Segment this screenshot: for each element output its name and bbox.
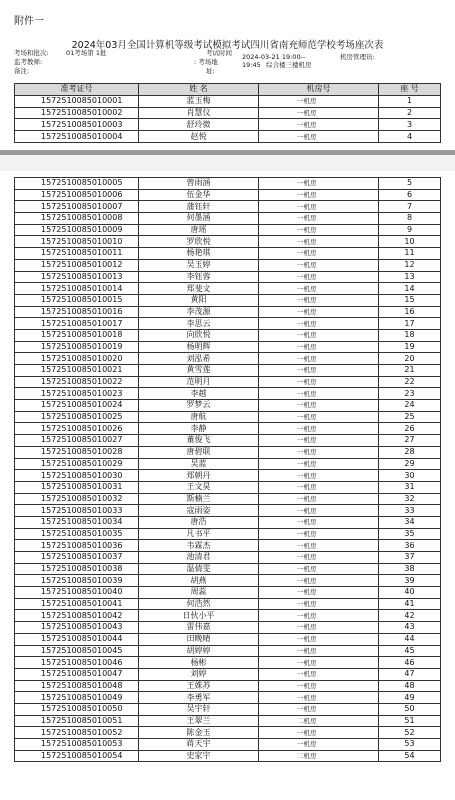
seat-cell: 33 <box>379 505 441 517</box>
student-name-cell: 胡燕 <box>139 575 259 587</box>
table-row <box>15 353 441 365</box>
exam-id-cell: 1572510085010047 <box>15 668 139 680</box>
student-name-cell: 温倩雯 <box>139 563 259 575</box>
student-name-cell: 寇雨姿 <box>139 505 259 517</box>
room-cell: 一机房 <box>259 622 379 634</box>
table-row <box>15 435 441 447</box>
exam-id-cell: 1572510085010005 <box>15 178 139 190</box>
student-name-cell: 蓝玉梅 <box>139 95 259 107</box>
exam-id-cell: 1572510085010032 <box>15 493 139 505</box>
table-row <box>15 318 441 330</box>
seat-cell: 17 <box>379 318 441 330</box>
seat-cell: 28 <box>379 446 441 458</box>
table-row <box>15 283 441 295</box>
table-row <box>15 248 441 260</box>
seat-cell: 29 <box>379 458 441 470</box>
room-cell: 一机房 <box>259 271 379 283</box>
student-name-cell: 李茂源 <box>139 306 259 318</box>
location-label-2: 址: <box>206 67 215 75</box>
room-cell: 一机房 <box>259 400 379 412</box>
seat-cell: 45 <box>379 645 441 657</box>
room-cell: 一机房 <box>259 446 379 458</box>
invigilator-label: 监考教师: <box>14 58 43 66</box>
seat-cell: 6 <box>379 189 441 201</box>
student-name-cell: 唐瑶 <box>139 224 259 236</box>
seat-cell: 27 <box>379 435 441 447</box>
room-cell: 一机房 <box>259 318 379 330</box>
room-cell: 一机房 <box>259 598 379 610</box>
batch-label: 考场和批次: <box>14 49 49 57</box>
exam-id-cell: 1572510085010020 <box>15 353 139 365</box>
student-name-cell: 杨艳琪 <box>139 248 259 260</box>
exam-id-cell: 1572510085010002 <box>15 107 139 119</box>
seat-cell: 15 <box>379 294 441 306</box>
room-cell: 一机房 <box>259 739 379 751</box>
exam-id-cell: 1572510085010004 <box>15 131 139 143</box>
table-row <box>15 107 441 119</box>
table-row <box>15 481 441 493</box>
exam-id-cell: 1572510085010017 <box>15 318 139 330</box>
seat-cell: 46 <box>379 657 441 669</box>
student-name-cell: 杨彬 <box>139 657 259 669</box>
time-end: 19:45 <box>242 61 261 69</box>
student-name-cell: 刘泓希 <box>139 353 259 365</box>
exam-id-cell: 1572510085010043 <box>15 622 139 634</box>
room-cell: 一机房 <box>259 575 379 587</box>
student-name-cell: 王文昊 <box>139 481 259 493</box>
table-row <box>15 692 441 704</box>
table-row <box>15 224 441 236</box>
document-title: 2024年03月全国计算机等级考试模拟考试四川省南充师范学校考场座次表 <box>71 40 384 51</box>
student-name-cell: 池清君 <box>139 552 259 564</box>
table-row <box>15 178 441 190</box>
room-cell: 一机房 <box>259 283 379 295</box>
seat-cell: 13 <box>379 271 441 283</box>
student-name-cell: 凡书平 <box>139 528 259 540</box>
time-value: 2024-03-21 19:00-- <box>242 53 306 61</box>
room-cell: 一机房 <box>259 703 379 715</box>
table-row <box>15 213 441 225</box>
table-row <box>15 365 441 377</box>
student-name-cell: 郑斐文 <box>139 283 259 295</box>
room-cell: 一机房 <box>259 493 379 505</box>
table-row <box>15 633 441 645</box>
seat-cell: 53 <box>379 739 441 751</box>
seat-cell: 50 <box>379 703 441 715</box>
seat-cell: 22 <box>379 376 441 388</box>
student-name-cell: 杨明辉 <box>139 341 259 353</box>
seat-cell: 30 <box>379 470 441 482</box>
exam-id-cell: 1572510085010011 <box>15 248 139 260</box>
seat-cell: 7 <box>379 201 441 213</box>
table-row <box>15 119 441 131</box>
exam-id-cell: 1572510085010039 <box>15 575 139 587</box>
room-cell: 一机房 <box>259 657 379 669</box>
exam-id-cell: 1572510085010025 <box>15 411 139 423</box>
exam-id-cell: 1572510085010029 <box>15 458 139 470</box>
room-cell: 一机房 <box>259 178 379 190</box>
room-cell: 一机房 <box>259 224 379 236</box>
seat-cell: 42 <box>379 610 441 622</box>
seat-cell: 20 <box>379 353 441 365</box>
header-room: 机房号 <box>259 84 379 96</box>
exam-id-cell: 1572510085010037 <box>15 552 139 564</box>
student-name-cell: 唐航 <box>139 411 259 423</box>
exam-id-cell: 1572510085010022 <box>15 376 139 388</box>
room-cell: 一机房 <box>259 248 379 260</box>
student-name-cell: 何浩然 <box>139 598 259 610</box>
table-row <box>15 505 441 517</box>
room-cell: 一机房 <box>259 528 379 540</box>
student-name-cell: 李越 <box>139 388 259 400</box>
room-cell: 一机房 <box>259 633 379 645</box>
table-row <box>15 341 441 353</box>
seat-table-top <box>14 83 441 143</box>
room-cell: 一机房 <box>259 201 379 213</box>
exam-id-cell: 1572510085010007 <box>15 201 139 213</box>
table-row <box>15 540 441 552</box>
table-row <box>15 610 441 622</box>
seat-cell: 25 <box>379 411 441 423</box>
seat-cell: 24 <box>379 400 441 412</box>
room-cell: 一机房 <box>259 294 379 306</box>
room-cell: 一机房 <box>259 388 379 400</box>
room-cell: 一机房 <box>259 353 379 365</box>
location-value: 综合楼三楼机房 <box>266 61 312 69</box>
seat-cell: 40 <box>379 587 441 599</box>
seat-cell: 39 <box>379 575 441 587</box>
student-name-cell: 史家宇 <box>139 750 259 762</box>
exam-id-cell: 1572510085010053 <box>15 739 139 751</box>
table-row <box>15 131 441 143</box>
student-name-cell: 罗梦云 <box>139 400 259 412</box>
table-row <box>15 95 441 107</box>
student-name-cell: 郑朝丹 <box>139 470 259 482</box>
exam-id-cell: 1572510085010015 <box>15 294 139 306</box>
student-name-cell: 范明月 <box>139 376 259 388</box>
table-row <box>15 423 441 435</box>
header-exam-id: 准考证号 <box>15 84 139 96</box>
table-row <box>15 236 441 248</box>
exam-id-cell: 1572510085010008 <box>15 213 139 225</box>
exam-id-cell: 1572510085010040 <box>15 587 139 599</box>
student-name-cell: 雷伟嘉 <box>139 622 259 634</box>
seat-cell: 23 <box>379 388 441 400</box>
student-name-cell: 吴蓝 <box>139 458 259 470</box>
seat-cell: 2 <box>379 107 441 119</box>
header-name: 姓 名 <box>139 84 259 96</box>
seat-cell: 19 <box>379 341 441 353</box>
room-cell: 一机房 <box>259 435 379 447</box>
student-name-cell: 王姝苏 <box>139 680 259 692</box>
room-cell: 一机房 <box>259 540 379 552</box>
room-cell: 一机房 <box>259 680 379 692</box>
seat-cell: 10 <box>379 236 441 248</box>
table-row <box>15 598 441 610</box>
room-cell: 一机房 <box>259 692 379 704</box>
exam-id-cell: 1572510085010014 <box>15 283 139 295</box>
exam-id-cell: 1572510085010024 <box>15 400 139 412</box>
table-row <box>15 446 441 458</box>
exam-id-cell: 1572510085010031 <box>15 481 139 493</box>
room-cell: 一机房 <box>259 259 379 271</box>
exam-id-cell: 1572510085010045 <box>15 645 139 657</box>
room-cell: 一机房 <box>259 411 379 423</box>
exam-id-cell: 1572510085010006 <box>15 189 139 201</box>
table-row <box>15 657 441 669</box>
table-row <box>15 411 441 423</box>
seat-cell: 54 <box>379 750 441 762</box>
student-name-cell: 胡婷婷 <box>139 645 259 657</box>
table-row <box>15 703 441 715</box>
exam-id-cell: 1572510085010051 <box>15 715 139 727</box>
exam-id-cell: 1572510085010021 <box>15 365 139 377</box>
table-row <box>15 715 441 727</box>
student-name-cell: 刘婷 <box>139 668 259 680</box>
table-row <box>15 680 441 692</box>
table-row <box>15 668 441 680</box>
student-name-cell: 伍金华 <box>139 189 259 201</box>
seat-cell: 52 <box>379 727 441 739</box>
room-cell: 一机房 <box>259 470 379 482</box>
room-cell: 一机房 <box>259 668 379 680</box>
student-name-cell: 蒋天宇 <box>139 739 259 751</box>
room-cell: 一机房 <box>259 727 379 739</box>
exam-id-cell: 1572510085010026 <box>15 423 139 435</box>
attachment-label: 附件一 <box>14 16 44 27</box>
table-row <box>15 493 441 505</box>
seat-cell: 44 <box>379 633 441 645</box>
seat-cell: 8 <box>379 213 441 225</box>
seat-cell: 32 <box>379 493 441 505</box>
student-name-cell: 曾雨涵 <box>139 178 259 190</box>
table-row <box>15 259 441 271</box>
table-row <box>15 587 441 599</box>
seat-cell: 12 <box>379 259 441 271</box>
table-row <box>15 516 441 528</box>
exam-id-cell: 1572510085010034 <box>15 516 139 528</box>
room-cell: 一机房 <box>259 236 379 248</box>
room-cell: 一机房 <box>259 645 379 657</box>
room-cell: 一机房 <box>259 552 379 564</box>
student-name-cell: 肖慧仪 <box>139 107 259 119</box>
exam-id-cell: 1572510085010016 <box>15 306 139 318</box>
room-cell: 一机房 <box>259 481 379 493</box>
student-name-cell: 陈金玉 <box>139 727 259 739</box>
student-name-cell: 李思云 <box>139 318 259 330</box>
exam-id-cell: 1572510085010012 <box>15 259 139 271</box>
student-name-cell: 吴玉婷 <box>139 259 259 271</box>
table-row <box>15 388 441 400</box>
table-row <box>15 189 441 201</box>
room-cell: 一机房 <box>259 587 379 599</box>
table-row <box>15 528 441 540</box>
seat-cell: 43 <box>379 622 441 634</box>
exam-id-cell: 1572510085010035 <box>15 528 139 540</box>
student-name-cell: 何墨涵 <box>139 213 259 225</box>
room-cell: 一机房 <box>259 131 379 143</box>
exam-id-cell: 1572510085010042 <box>15 610 139 622</box>
room-cell: 一机房 <box>259 505 379 517</box>
table-row <box>15 739 441 751</box>
seat-cell: 5 <box>379 178 441 190</box>
exam-id-cell: 1572510085010038 <box>15 563 139 575</box>
exam-id-cell: 1572510085010003 <box>15 119 139 131</box>
exam-id-cell: 1572510085010054 <box>15 750 139 762</box>
seat-cell: 51 <box>379 715 441 727</box>
student-name-cell: 黄阳 <box>139 294 259 306</box>
exam-id-cell: 1572510085010001 <box>15 95 139 107</box>
time-label: 考试时间 <box>206 49 232 57</box>
exam-id-cell: 1572510085010018 <box>15 329 139 341</box>
room-cell: 一机房 <box>259 306 379 318</box>
exam-id-cell: 1572510085010036 <box>15 540 139 552</box>
seat-cell: 47 <box>379 668 441 680</box>
seat-cell: 3 <box>379 119 441 131</box>
table-row <box>15 622 441 634</box>
student-name-cell: 黄雪莲 <box>139 365 259 377</box>
table-row <box>15 458 441 470</box>
student-name-cell: 李勇军 <box>139 692 259 704</box>
student-name-cell: 向欣悦 <box>139 329 259 341</box>
seat-cell: 9 <box>379 224 441 236</box>
table-row <box>15 727 441 739</box>
seat-table-bottom <box>14 177 441 762</box>
room-cell: 一机房 <box>259 107 379 119</box>
table-row <box>15 294 441 306</box>
seat-cell: 26 <box>379 423 441 435</box>
exam-id-cell: 1572510085010048 <box>15 680 139 692</box>
student-name-cell: 赵悦 <box>139 131 259 143</box>
room-cell: 一机房 <box>259 458 379 470</box>
table-row <box>15 645 441 657</box>
seat-cell: 36 <box>379 540 441 552</box>
exam-id-cell: 1572510085010050 <box>15 703 139 715</box>
table-row <box>15 552 441 564</box>
exam-id-cell: 1572510085010046 <box>15 657 139 669</box>
room-cell: 二机房 <box>259 750 379 762</box>
student-name-cell: 田晚晴 <box>139 633 259 645</box>
room-cell: 一机房 <box>259 516 379 528</box>
exam-id-cell: 1572510085010052 <box>15 727 139 739</box>
seat-cell: 35 <box>379 528 441 540</box>
table-header-row <box>15 84 441 96</box>
student-name-cell: 唐碧联 <box>139 446 259 458</box>
exam-id-cell: 1572510085010009 <box>15 224 139 236</box>
table-row <box>15 575 441 587</box>
room-cell: 一机房 <box>259 563 379 575</box>
seat-cell: 49 <box>379 692 441 704</box>
student-name-cell: 舒玲微 <box>139 119 259 131</box>
room-cell: 一机房 <box>259 610 379 622</box>
exam-id-cell: 1572510085010041 <box>15 598 139 610</box>
exam-id-cell: 1572510085010019 <box>15 341 139 353</box>
seat-cell: 41 <box>379 598 441 610</box>
room-cell: 二机房 <box>259 715 379 727</box>
student-name-cell: 周蕊 <box>139 587 259 599</box>
seat-cell: 11 <box>379 248 441 260</box>
exam-id-cell: 1572510085010028 <box>15 446 139 458</box>
seat-cell: 1 <box>379 95 441 107</box>
seat-cell: 14 <box>379 283 441 295</box>
table-row <box>15 306 441 318</box>
seat-cell: 31 <box>379 481 441 493</box>
table-row <box>15 750 441 762</box>
student-name-cell: 王翠兰 <box>139 715 259 727</box>
exam-id-cell: 1572510085010030 <box>15 470 139 482</box>
table-row <box>15 329 441 341</box>
header-seat: 座 号 <box>379 84 441 96</box>
seat-cell: 37 <box>379 552 441 564</box>
room-cell: 一机房 <box>259 341 379 353</box>
student-name-cell: 吴宇轩 <box>139 703 259 715</box>
remark-label: 备注: <box>14 67 30 75</box>
student-name-cell: 李静 <box>139 423 259 435</box>
student-name-cell: 斯楠兰 <box>139 493 259 505</box>
table-row <box>15 201 441 213</box>
student-name-cell: 韦霖杰 <box>139 540 259 552</box>
seat-cell: 18 <box>379 329 441 341</box>
exam-id-cell: 1572510085010027 <box>15 435 139 447</box>
exam-id-cell: 1572510085010013 <box>15 271 139 283</box>
page-gap <box>0 155 455 171</box>
room-cell: 一机房 <box>259 376 379 388</box>
seat-cell: 48 <box>379 680 441 692</box>
exam-id-cell: 1572510085010044 <box>15 633 139 645</box>
location-label: : 考场地 <box>194 58 218 66</box>
table-row <box>15 400 441 412</box>
exam-id-cell: 1572510085010023 <box>15 388 139 400</box>
room-cell: 一机房 <box>259 329 379 341</box>
exam-id-cell: 1572510085010033 <box>15 505 139 517</box>
exam-id-cell: 1572510085010010 <box>15 236 139 248</box>
room-cell: 一机房 <box>259 365 379 377</box>
room-cell: 一机房 <box>259 213 379 225</box>
exam-id-cell: 1572510085010049 <box>15 692 139 704</box>
student-name-cell: 唐浩 <box>139 516 259 528</box>
seat-cell: 16 <box>379 306 441 318</box>
seat-cell: 4 <box>379 131 441 143</box>
room-cell: 一机房 <box>259 189 379 201</box>
room-admin-label: 机房管理员: <box>340 53 375 61</box>
seat-cell: 21 <box>379 365 441 377</box>
student-name-cell: 李钰蓉 <box>139 271 259 283</box>
table-row <box>15 563 441 575</box>
room-cell: 一机房 <box>259 119 379 131</box>
batch-value: 01考场第 1批 <box>66 49 107 57</box>
room-cell: 一机房 <box>259 95 379 107</box>
student-name-cell: 蒲钰轩 <box>139 201 259 213</box>
seat-cell: 38 <box>379 563 441 575</box>
seat-cell: 34 <box>379 516 441 528</box>
table-row <box>15 271 441 283</box>
table-row <box>15 470 441 482</box>
student-name-cell: 罗欣悦 <box>139 236 259 248</box>
room-cell: 一机房 <box>259 423 379 435</box>
table-row <box>15 376 441 388</box>
student-name-cell: 董俊飞 <box>139 435 259 447</box>
student-name-cell: 日伙小平 <box>139 610 259 622</box>
